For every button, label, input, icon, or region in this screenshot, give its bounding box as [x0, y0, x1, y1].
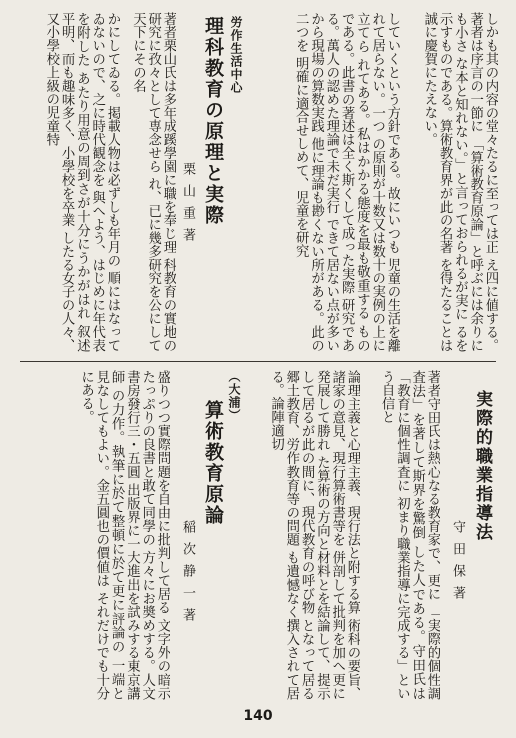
book-title: 算術教育原論: [202, 400, 224, 526]
text-line: の原則が十数又は数十の実例の上に立てら: [354, 12, 385, 352]
text-line: れ、已に幾多研究を公にして天下にその名: [130, 12, 161, 352]
text-line: 方々にお奬めする。人文書房發行三・五圓: [124, 370, 155, 700]
book-author: 栗山重著: [180, 162, 195, 250]
text-line: 児童の生活を離れて居らない。一つ: [369, 12, 400, 352]
text-line: え四に値する。著者は序言の一節に: [467, 12, 498, 352]
text-line: た算術の方向と材料とを結論して、提示: [314, 455, 330, 700]
text-line: できて居ない点が多いから現場の算数実践: [308, 12, 339, 352]
text-line: 他に理論も尠くない所がある。此の二つを: [293, 12, 324, 352]
text-line: かにしてゐる。掲載人物は必ずしも年月の: [105, 12, 120, 268]
text-line: していくという方針である。故にいつも: [385, 12, 400, 254]
text-line: れてある。私はかかる態度を最も敬重する: [354, 58, 370, 321]
bottom-section: [0, 370, 516, 700]
text-line: 著者守田氏は熱心なる教育家で、更に: [425, 370, 440, 601]
text-line: あたり用意の周到さが十分にうかがはれ: [74, 71, 90, 321]
bottom-middle-body: [250, 370, 360, 700]
text-line: 叙述平明、而も趣味多く、小學校を卒業: [59, 12, 90, 352]
text-line: も遺憾なく撰入されて居る。論陣適切: [268, 370, 299, 700]
text-line: 科教育の實地の研究に孜々として専念せら: [145, 12, 176, 352]
text-line: るを示すものである。算術教育界が此の名著: [437, 12, 468, 352]
text-line: 出版界に一大進出を試みする東京講師: [109, 370, 140, 700]
text-line: 論理主義と心理主義、現行法と附する算: [345, 370, 360, 615]
text-line: 盛りつつ實際問題を自由に批判して居る: [155, 370, 170, 615]
text-line: して居るが此の間に、現代教育の呼び物: [299, 370, 315, 615]
bottom-right-body: [360, 370, 440, 700]
text-line: 一端と見なしてもよい。金五圓也の價値は: [93, 370, 125, 700]
text-line: 「実際的個性調査法」を著して斯界を驚倒: [409, 370, 440, 700]
top-left-body: [16, 12, 120, 352]
page-number: 140: [243, 708, 273, 724]
book-author: 守田保著: [450, 520, 465, 608]
text-line: ものである。此書の著述は全く斯くして成った実際: [339, 12, 370, 352]
text-line: 文字外の暗示たっぷりの良書と敢て同學の: [139, 370, 170, 700]
top-section: [0, 12, 516, 352]
section-divider: [20, 361, 496, 362]
text-line: 併剖して批判を加へ更に発展して勝れ: [314, 370, 345, 700]
text-line: 研究である。萬人の認めた理論で未だ実行: [323, 12, 355, 352]
top-middle-body: [260, 12, 400, 352]
text-line: の力作。執筆に於て整頓に於て更に評論の: [109, 388, 125, 654]
bottom-left-body: [40, 370, 170, 700]
book-title: 理科教育の原理と実際: [202, 16, 224, 226]
book-author: 稲次静一著: [180, 520, 195, 630]
text-line: 初まり職業指導に完成する」という自信と: [379, 370, 410, 700]
text-line: 明確に適合せしめて、児童を研究: [293, 56, 309, 258]
book-category: 労作生活中心: [229, 16, 243, 94]
text-line: それだけでも十分にある。: [78, 370, 109, 700]
text-line: 著者栗山氏は多年成蹊學園に職を奉じ理: [161, 12, 176, 254]
text-line: 術科の要旨、諸家の意見、現行算術書等を: [329, 370, 360, 700]
text-line: しかも其の内容の堂々たるに至っては正: [483, 12, 498, 254]
text-line: となって居る郷土教育、労作教育等の問題: [283, 370, 315, 700]
text-line: な本と知れない。」と言っておられるが実に: [452, 56, 468, 321]
text-line: 「算術教育原論」と呼ぶには余りにも小さ: [452, 12, 483, 352]
book-category: （大浦）: [227, 370, 241, 422]
text-line: を得たることは誠に慶賀にたえない。: [421, 12, 453, 352]
text-line: したる女子の人々、又小學校上級の児童特: [43, 12, 75, 352]
text-line: 與へよう、はじめに年代表を附した: [74, 12, 105, 352]
text-line: 順にはなってゐないので、之に時代観念を: [89, 12, 120, 352]
text-line: した人である。守田氏は「教育に個性調査に: [394, 370, 425, 700]
top-left-book-body: [120, 12, 176, 352]
book-title: 実際的職業指導法: [472, 390, 492, 542]
top-right-column: [400, 12, 498, 352]
